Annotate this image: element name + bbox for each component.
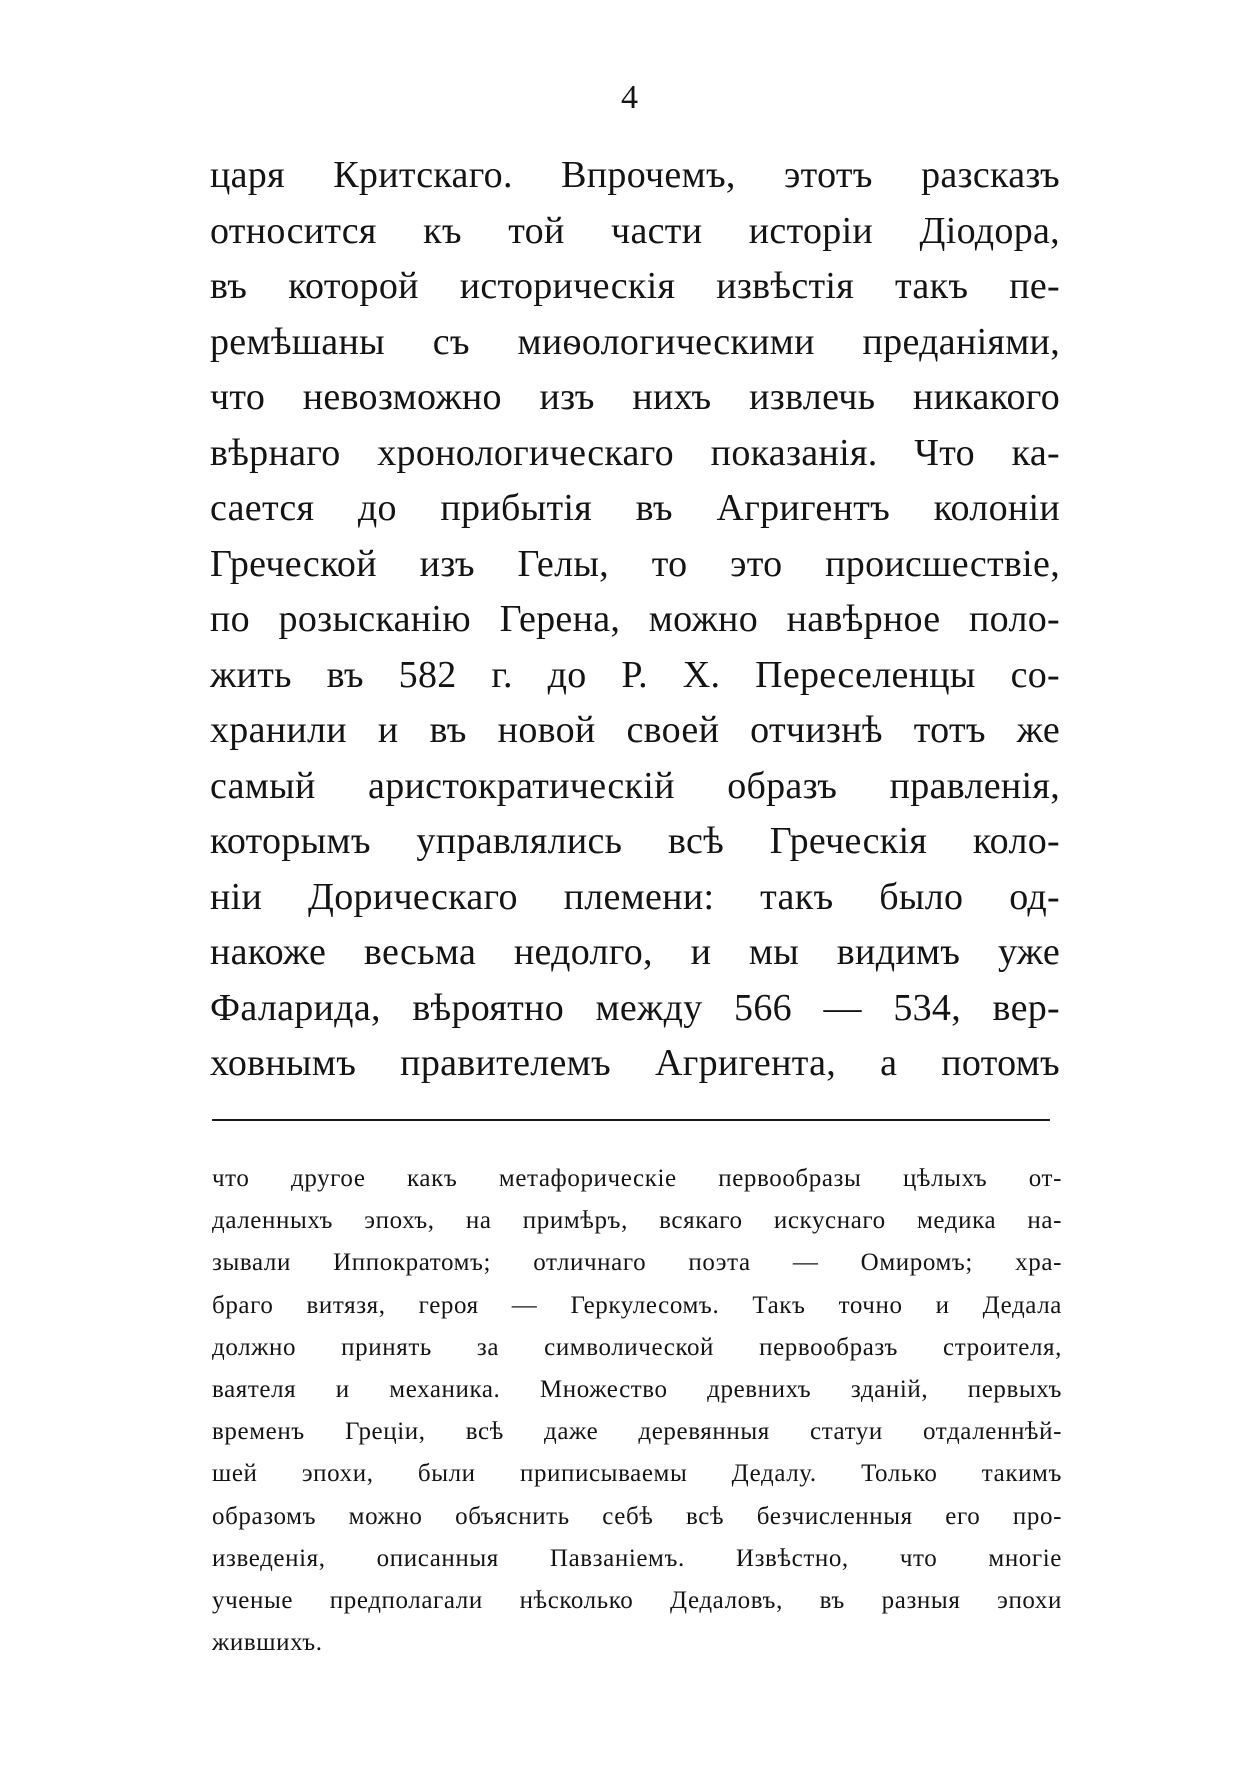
main-text-line: ремѣшаны съ миѳологическими преданіями, [210,320,1060,363]
footnote-line: ваятеля и механика. Множество древнихъ зданій, первыхъ [212,1375,1062,1403]
main-text-line: хранили и въ новой своей отчизнѣ тотъ же [210,709,1060,751]
main-text-line: ніи Дорическаго племени: такъ было од- [210,875,1060,918]
footnote-line: даленныхъ эпохъ, на примѣръ, всякаго искуснаго медика на- [212,1207,1062,1235]
footnote-line: шей эпохи, были приписываемы Дедалу. Только такимъ [212,1460,1062,1488]
footnote-line: жившихъ. [212,1629,323,1657]
main-text-line: самый аристократическій образъ правленія, [210,764,1060,807]
main-text-line: Греческой изъ Гелы, то это происшествіе, [210,542,1060,585]
main-text-line: которымъ управлялись всѣ Греческія коло- [210,820,1060,862]
footnote-text [212,1158,1062,1664]
footnote-line: браго витязя, героя — Геркулесомъ. Такъ точно и Дедала [212,1291,1062,1319]
main-text [210,148,1060,1092]
footnote-line: изведенія, описанныя Павзаніемъ. Извѣстно, что многіе [212,1544,1062,1572]
main-text-line: относится къ той части исторіи Діодора, [210,209,1060,252]
footnote-line: должно принять за символической первообразъ строителя, [212,1333,1062,1361]
footnote-line: ученые предполагали нѣсколько Дедаловъ, въ разныя эпохи [212,1586,1062,1614]
main-text-line: царя Критскаго. Впрочемъ, этотъ разсказъ [210,154,1060,196]
main-text-line: жить въ 582 г. до Р. Х. Переселенцы со- [210,653,1060,696]
footnote-line: что другое какъ метафорическіе первообразы цѣлыхъ от- [212,1165,1062,1192]
main-text-line: что невозможно изъ нихъ извлечь никакого [210,376,1060,418]
footnote-line: зывали Иппократомъ; отличнаго поэта — Омиромъ; хра- [212,1249,1062,1277]
main-text-line: по розысканію Герена, можно навѣрное поло- [210,598,1060,640]
main-text-line: накоже весьма недолго, и мы видимъ уже [210,931,1060,973]
main-text-line: въ которой историческія извѣстія такъ пе- [210,265,1060,307]
main-text-line: Фаларида, вѣроятно между 566 — 534, вер- [210,986,1060,1029]
page-number: 4 [621,79,638,116]
main-text-line: сается до прибытія въ Агригентъ колоніи [210,487,1060,529]
main-text-line: вѣрнаго хронологическаго показанія. Что ка- [210,431,1060,474]
main-text-line: ховнымъ правителемъ Агригента, а потомъ [210,1042,1060,1084]
footnote-line: образомъ можно объяснить себѣ всѣ безчисленныя его про- [212,1502,1062,1530]
footnote-line: временъ Греціи, всѣ даже деревянныя статуи отдаленнѣй- [212,1418,1062,1446]
footnote-separator [212,1119,1050,1121]
